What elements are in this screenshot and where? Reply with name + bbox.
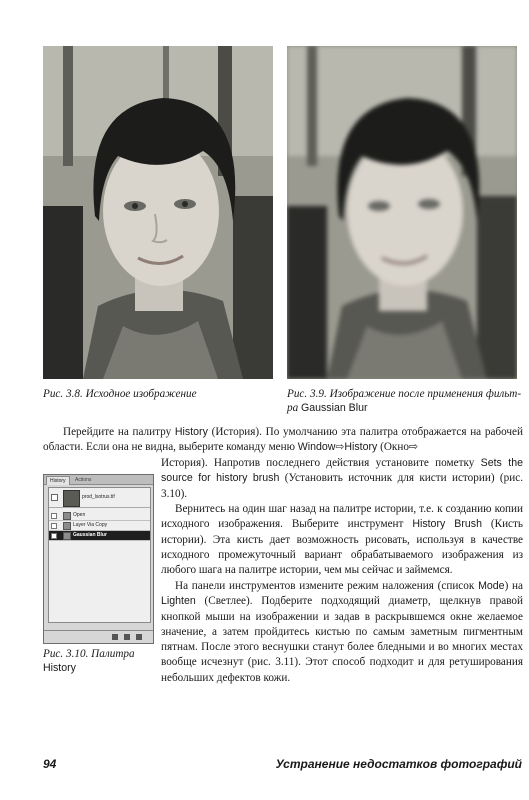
figure-caption-3-8 [43,387,273,401]
snapshot-name: prod_lsotrus.tif [82,494,115,500]
caption-palette-name: History [43,662,76,674]
history-palette [43,474,154,644]
text-run: (Окно⇨ [380,441,419,454]
history-source-checkbox[interactable] [51,494,58,501]
trash-icon[interactable] [136,634,142,640]
tab-history[interactable]: History [46,476,70,485]
paragraph-intro-continued [161,456,523,502]
tab-actions[interactable]: Actions [75,477,92,483]
history-list [48,487,151,623]
term-history: History [174,426,208,438]
caption-text: Изображение после применения фильт-ра [287,388,522,414]
caption-prefix: Рис. 3.8. [43,388,83,400]
history-item-gaussian-blur[interactable] [49,531,150,541]
palette-footer [44,630,153,643]
history-item-layer-via-copy[interactable] [49,521,150,531]
term-history-brush: History Brush [412,518,482,531]
text-run: История). Напротив последнего действия установите пометку [161,457,475,469]
history-step-icon [63,512,71,520]
history-item-label: Layer Via Copy [73,522,108,528]
caption-text: Палитра [91,648,135,660]
portrait-image [43,46,273,379]
new-snapshot-icon[interactable] [124,634,130,640]
term-mode: Mode [478,580,505,592]
history-item-label: Gaussian Blur [73,532,107,538]
text-run: (Кисть истории). Эта кисть дает возможность рисовать, используя в качестве исходного промежуточный вариант обрабатываемого изображения из любого шага на палитре истории, чем мы сейчас и займемся. [161,518,524,577]
figure-caption-3-9 [287,387,523,415]
paragraph-lighten-mode [161,579,523,686]
text-run: На панели инструментов измените режим наложения (список [175,580,475,592]
history-step-icon [63,522,71,530]
caption-prefix: Рис. 3.10. [43,648,89,660]
text-run: ) на [504,580,524,592]
term-menu-command: Window⇨History [297,441,378,454]
caption-prefix: Рис. 3.9. [287,388,327,400]
history-source-checkbox[interactable] [51,533,57,539]
caption-filter-name: Gaussian Blur [300,402,368,414]
term-lighten: Lighten [161,595,196,608]
snapshot-thumbnail [63,490,80,507]
text-run: (Установить источник для кисти истории) (рис. 3.10). [161,472,523,500]
text-run: (Светлее). Подберите подходящий диаметр, щелкнув правой кнопкой мыши на изображении и задав в раскрывшемся окне желаемое значение, а затем пройдитесь кистью по самым заметным пигментным пятнам. После этого веснушки станут более бледными и во многих местах вообще исчезнут (рис. 3.11). Этот способ подходит и для ретуширования небольших дефектов кожи. [161,595,523,684]
term-sets-source: Sets the source for history brush [161,457,524,485]
history-source-checkbox[interactable] [51,523,57,529]
history-item-open[interactable] [49,511,150,521]
running-title: Устранение недостатков фотографий [275,757,522,771]
new-document-icon[interactable] [112,634,118,640]
snapshot-row[interactable] [49,488,150,508]
history-source-checkbox[interactable] [51,513,57,519]
paragraph-history-brush [161,502,523,578]
photo-original [43,46,273,379]
history-item-label: Open [73,512,86,518]
text-run: Вернитесь на один шаг назад на палитре истории, т.е. к созданию копии исходного изображения. Выберите инструмент [161,503,523,531]
text-run: Перейдите на палитру [63,426,172,438]
photo-blurred [287,46,517,379]
page-number: 94 [43,757,57,771]
portrait-image-blurred [287,46,517,379]
text-run: (История). По умолчанию эта палитра отображается на рабочей области. Если она не видна, выберите команду меню [43,426,523,454]
caption-text: Исходное изображение [85,388,197,400]
paragraph-intro [43,425,523,456]
history-step-icon [63,532,71,540]
figure-caption-3-10 [43,647,158,675]
palette-tabs [44,475,153,485]
